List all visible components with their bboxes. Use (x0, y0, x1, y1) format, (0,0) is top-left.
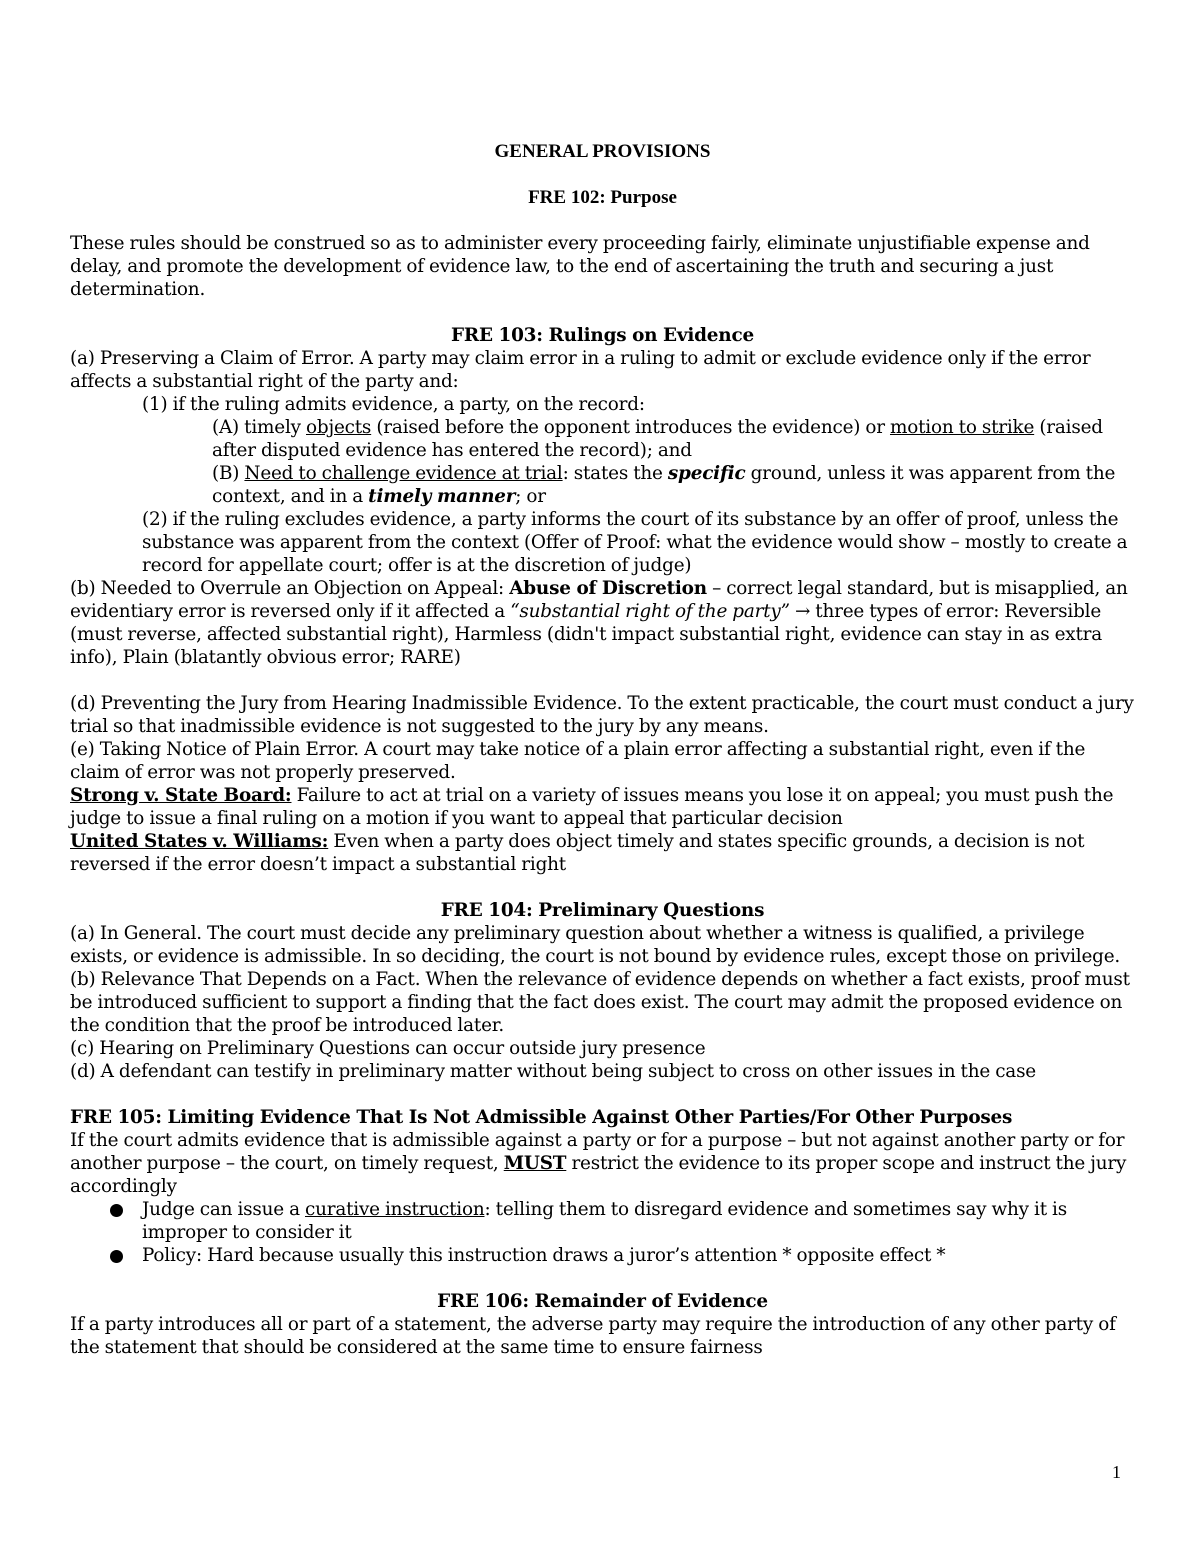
specific-term: specific (667, 463, 746, 484)
text: (b) Needed to Overrule an Objection on Appeal: (70, 578, 510, 599)
fre103-b (70, 577, 1135, 669)
timely-manner-term: timely manner (368, 486, 516, 507)
text: ; or (515, 486, 546, 507)
fre106-body: If a party introduces all or part of a statement, the adverse party may require the introduction of any other party of the statement that should be considered at the same time to ensure fairness (70, 1314, 1116, 1358)
text: If the court admits evidence that is admissible against a party or for a purpose – but not against another party or for another purpose – the court, on timely request, (70, 1130, 1125, 1174)
fre103-a: (a) Preserving a Claim of Error. A party may claim error in a ruling to admit or exclude evidence only if the error affects a substantial right of the party and: (70, 348, 1091, 392)
text: → three types of error: Reversible (must reverse, affected substantial right), Harmless (didn't impact substantial right, evidence can stay in as extra info), Plain (blatantly obvious error; RARE) (70, 601, 1103, 668)
fre104-a: (a) In General. The court must decide any preliminary question about whether a witness is qualified, a privilege exists, or evidence is admissible. In so deciding, the court is not bound by evidence rules, except those on privilege. (70, 923, 1121, 967)
spacer (70, 1083, 1135, 1106)
strong-case (70, 784, 1135, 830)
spacer (70, 876, 1135, 899)
text: (B) (212, 463, 245, 484)
fre104-d: (d) A defendant can testify in preliminary matter without being subject to cross on other issues in the case (70, 1061, 1036, 1082)
text: restrict the evidence to its proper scope and instruct the jury accordingly (70, 1153, 1127, 1197)
text: ground, unless it was apparent from the context, and in a (212, 463, 1116, 507)
text: : states the (562, 463, 668, 484)
text: Even when a party does object timely and states specific grounds, a decision is not reversed if the error doesn’t impact a substantial right (70, 831, 1085, 875)
spacer (70, 669, 1135, 692)
text: – correct legal standard, but is misapplied, an evidentiary error is reversed only if it affected a (70, 578, 1128, 622)
fre104-c: (c) Hearing on Preliminary Questions can occur outside jury presence (70, 1038, 706, 1059)
abuse-of-discretion-term: Abuse of Discretion (509, 578, 707, 599)
list-item: Policy: Hard because usually this instruction draws a juror’s attention * opposite effect * (70, 1244, 1135, 1267)
text: (raised after disputed evidence has entered the record); and (212, 417, 1103, 461)
fre104-heading: FRE 104: Preliminary Questions (440, 900, 765, 921)
case-name: Strong v. State Board: (70, 785, 292, 806)
spacer (70, 163, 1135, 186)
fre105-heading: FRE 105: Limiting Evidence That Is Not Admissible Against Other Parties/For Other Purposes (70, 1107, 1013, 1128)
motion-to-strike-term: motion to strike (889, 417, 1035, 438)
fre103-a1B (70, 462, 1135, 508)
document-page (70, 140, 1135, 1359)
case-name: United States v. Williams: (70, 831, 329, 852)
spacer (70, 1267, 1135, 1290)
spacer (70, 301, 1135, 324)
list-item (70, 1198, 1135, 1244)
williams-case (70, 830, 1135, 876)
fre102-heading: FRE 102: Purpose (528, 187, 677, 208)
fre103-heading: FRE 103: Rulings on Evidence (451, 325, 754, 346)
fre106-heading: FRE 106: Remainder of Evidence (437, 1291, 768, 1312)
fre103-a1A (70, 416, 1135, 462)
page-number: 1 (1112, 1462, 1121, 1482)
challenge-term: Need to challenge evidence at trial (244, 463, 563, 484)
substantial-right-quote: “substantial right of the party” (510, 601, 790, 622)
spacer (70, 209, 1135, 232)
fre102-body: These rules should be construed so as to administer every proceeding fairly, eliminate unjustifiable expense and delay, and promote the development of evidence law, to the end of ascertaining the truth and securing a just determination. (70, 233, 1090, 300)
page-title: GENERAL PROVISIONS (494, 141, 711, 162)
text: (raised before the opponent introduces the evidence) or (371, 417, 890, 438)
text: (A) timely (212, 417, 306, 438)
objects-term: objects (306, 417, 372, 438)
text: Failure to act at trial on a variety of issues means you lose it on appeal; you must push the judge to issue a final ruling on a motion if you want to appeal that particular decision (70, 785, 1114, 829)
must-term: MUST (503, 1153, 567, 1174)
text: : telling them to disregard evidence and sometimes say why it is improper to consider it (142, 1199, 1067, 1243)
text: Judge can issue a (142, 1199, 305, 1220)
fre105-body (70, 1129, 1135, 1198)
fre104-b: (b) Relevance That Depends on a Fact. When the relevance of evidence depends on whether a fact exists, proof must be introduced sufficient to support a finding that the fact does exist. The court may admit the proposed evidence on the condition that the proof be introduced later. (70, 969, 1130, 1036)
fre103-d: (d) Preventing the Jury from Hearing Inadmissible Evidence. To the extent practicable, the court must conduct a jury trial so that inadmissible evidence is not suggested to the jury by any means. (70, 693, 1134, 737)
curative-instruction-term: curative instruction (305, 1199, 485, 1220)
fre103-e: (e) Taking Notice of Plain Error. A court may take notice of a plain error affecting a substantial right, even if the claim of error was not properly preserved. (70, 739, 1086, 783)
fre103-a1: (1) if the ruling admits evidence, a party, on the record: (142, 394, 645, 415)
fre103-a2: (2) if the ruling excludes evidence, a party informs the court of its substance by an offer of proof, unless the substance was apparent from the context (Offer of Proof: what the evidence would show – mostly to create a record for appellate court; offer is at the discretion of judge) (142, 509, 1128, 576)
fre105-bullets (70, 1198, 1135, 1267)
